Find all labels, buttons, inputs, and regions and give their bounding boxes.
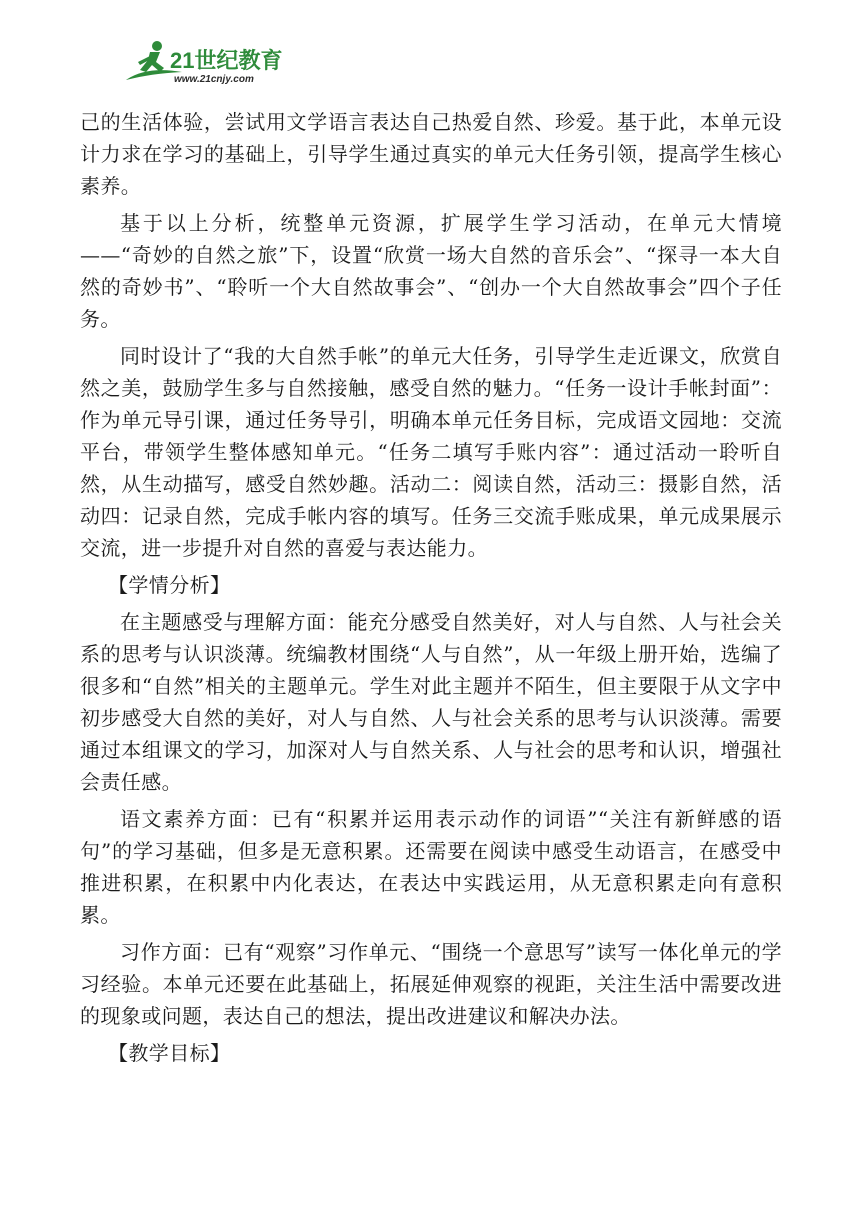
paragraph-unit-tasks: 基于以上分析，统整单元资源，扩展学生学习活动，在单元大情境——“奇妙的自然之旅”下，设置“欣赏一场大自然的音乐会”、“探寻一本大自然的奇妙书”、“聆听一个大自然故事会”、“创办一个大自然故事会”四个子任务。 xyxy=(80,211,782,331)
logo-main-text: 21世纪教育 xyxy=(170,48,283,73)
paragraph-theme-understanding: 在主题感受与理解方面：能充分感受自然美好，对人与自然、人与社会关系的思考与认识淡薄。统编教材围绕“人与自然”，从一年级上册开始，选编了很多和“自然”相关的主题单元。学生对此主题并不陌生，但主要限于从文字中初步感受大自然的美好，对人与自然、人与社会关系的思考与认识淡薄。需要通过本组课文的学习，加深对人与自然关系、人与社会的思考和认识，增强社会责任感。 xyxy=(80,610,782,794)
paragraph-intro-continuation: 己的生活体验，尝试用文学语言表达自己热爱自然、珍爱。基于此，本单元设计力求在学习的基础上，引导学生通过真实的单元大任务引领，提高学生核心素养。 xyxy=(80,110,782,198)
logo-sub-text: www.21cnjy.com xyxy=(174,74,254,85)
paragraph-literacy: 语文素养方面：已有“积累并运用表示动作的词语”“关注有新鲜感的语句”的学习基础，但多是无意积累。还需要在阅读中感受生动语言，在感受中推进积累，在积累中内化表达，在表达中实践运用，从无意积累走向有意积累。 xyxy=(80,807,782,927)
heading-teaching-goals: 【教学目标】 xyxy=(108,1041,231,1065)
paragraph-big-task: 同时设计了“我的大自然手帐”的单元大任务，引导学生走近课文，欣赏自然之美，鼓励学生多与自然接触，感受自然的魅力。“任务一设计手帐封面”：作为单元导引课，通过任务导引，明确本单元任务目标，完成语文园地：交流平台，带领学生整体感知单元。“任务二填写手账内容”：通过活动一聆听自然，从生动描写，感受自然妙趣。活动二：阅读自然，活动三：摄影自然，活动四：记录自然，完成手帐内容的填写。任务三交流手账成果，单元成果展示交流，进一步提升对自然的喜爱与表达能力。 xyxy=(80,344,782,560)
heading-learning-analysis: 【学情分析】 xyxy=(108,573,231,597)
document-body xyxy=(80,106,782,1074)
paragraph-writing: 习作方面：已有“观察”习作单元、“围绕一个意思写”读写一体化单元的学习经验。本单元还要在此基础上，拓展延伸观察的视距，关注生活中需要改进的现象或问题，表达自己的想法，提出改进建议和解决办法。 xyxy=(80,940,782,1028)
site-logo xyxy=(120,40,290,86)
